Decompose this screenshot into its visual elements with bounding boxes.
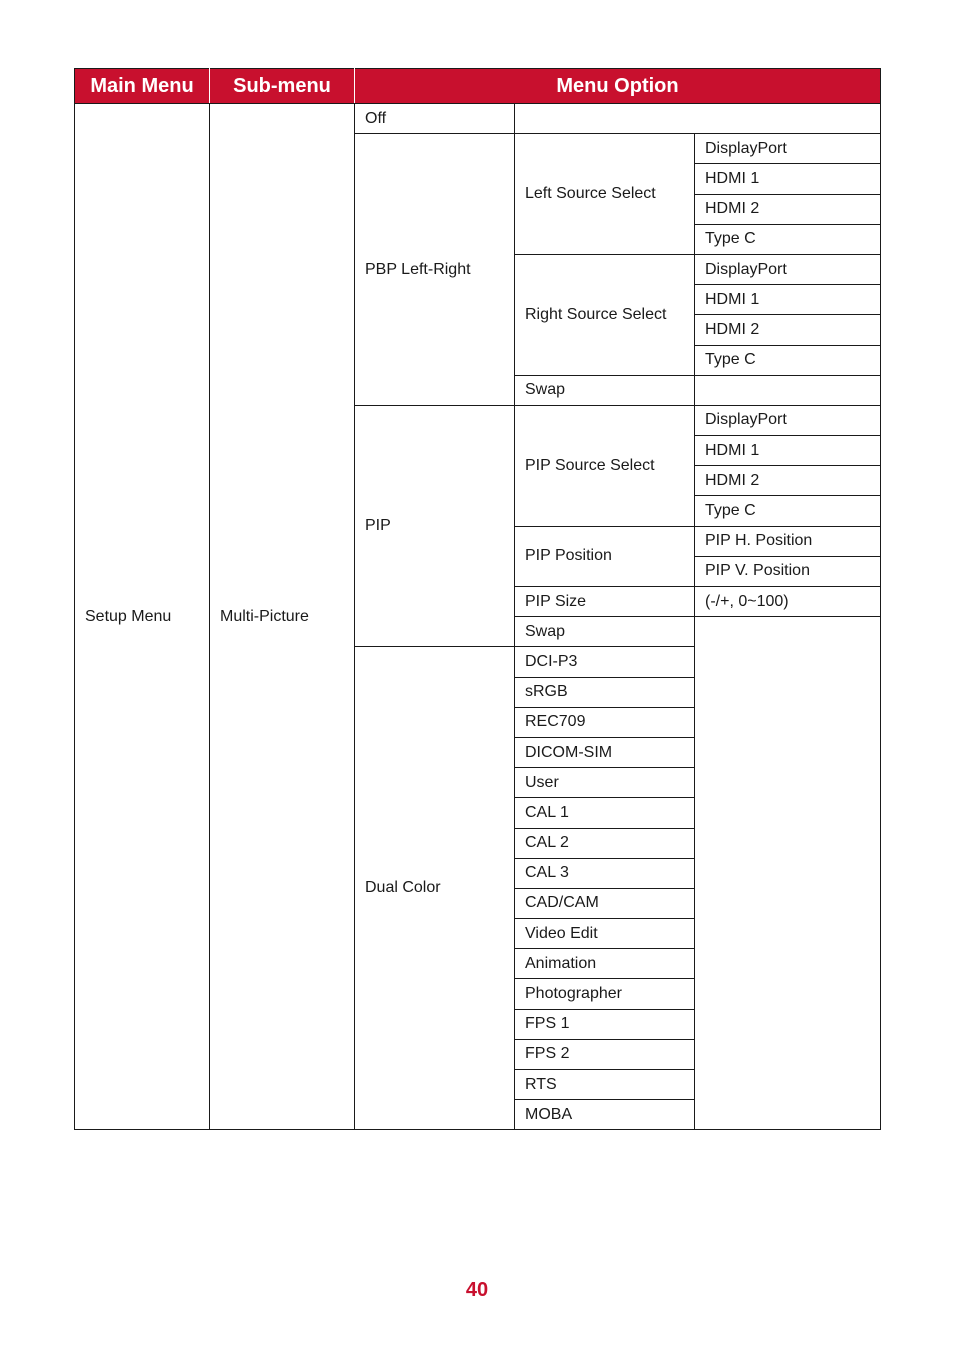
pip-source-select: PIP Source Select [515,405,695,526]
header-sub-menu: Sub-menu [210,69,355,104]
header-menu-option: Menu Option [355,69,881,104]
left-source-option: Type C [695,224,881,254]
dual-color-option: Animation [515,949,695,979]
right-source-option: DisplayPort [695,254,881,284]
left-source-option: DisplayPort [695,134,881,164]
pip-position-option: PIP V. Position [695,556,881,586]
page-number: 40 [465,1279,489,1301]
option-pip: PIP [355,405,515,647]
pip-source-option: HDMI 1 [695,436,881,466]
header-row [75,69,881,104]
dual-color-option: sRGB [515,677,695,707]
pip-source-option: HDMI 2 [695,466,881,496]
empty-cell [695,617,881,1130]
right-source-option: HDMI 2 [695,315,881,345]
dual-color-option: Photographer [515,979,695,1009]
pip-size: PIP Size [515,587,695,617]
dual-color-option: DCI-P3 [515,647,695,677]
empty-cell [515,104,881,134]
dual-color-option: CAL 3 [515,858,695,888]
dual-color-option: Video Edit [515,919,695,949]
pip-position: PIP Position [515,526,695,586]
option-pbp: PBP Left-Right [355,134,515,406]
dual-color-option: CAL 2 [515,828,695,858]
header-main-menu: Main Menu [75,69,210,104]
main-menu-cell: Setup Menu [75,104,210,1130]
empty-cell [695,375,881,405]
right-source-select: Right Source Select [515,254,695,375]
right-source-option: Type C [695,345,881,375]
dual-color-option: FPS 2 [515,1039,695,1069]
option-off: Off [355,104,515,134]
dual-color-option: REC709 [515,707,695,737]
left-source-select: Left Source Select [515,134,695,255]
dual-color-option: RTS [515,1070,695,1100]
pip-source-option: Type C [695,496,881,526]
pip-source-option: DisplayPort [695,405,881,435]
dual-color-option: DICOM-SIM [515,737,695,767]
dual-color-option: CAD/CAM [515,888,695,918]
pip-swap: Swap [515,617,695,647]
sub-menu-cell: Multi-Picture [210,104,355,1130]
dual-color-option: MOBA [515,1100,695,1130]
right-source-option: HDMI 1 [695,285,881,315]
dual-color-option: FPS 1 [515,1009,695,1039]
dual-color-option: User [515,768,695,798]
menu-table [74,68,881,1130]
left-source-option: HDMI 2 [695,194,881,224]
pbp-swap: Swap [515,375,695,405]
dual-color-option: CAL 1 [515,798,695,828]
pip-position-option: PIP H. Position [695,526,881,556]
option-dual-color: Dual Color [355,647,515,1130]
pip-size-value: (-/+, 0~100) [695,587,881,617]
left-source-option: HDMI 1 [695,164,881,194]
